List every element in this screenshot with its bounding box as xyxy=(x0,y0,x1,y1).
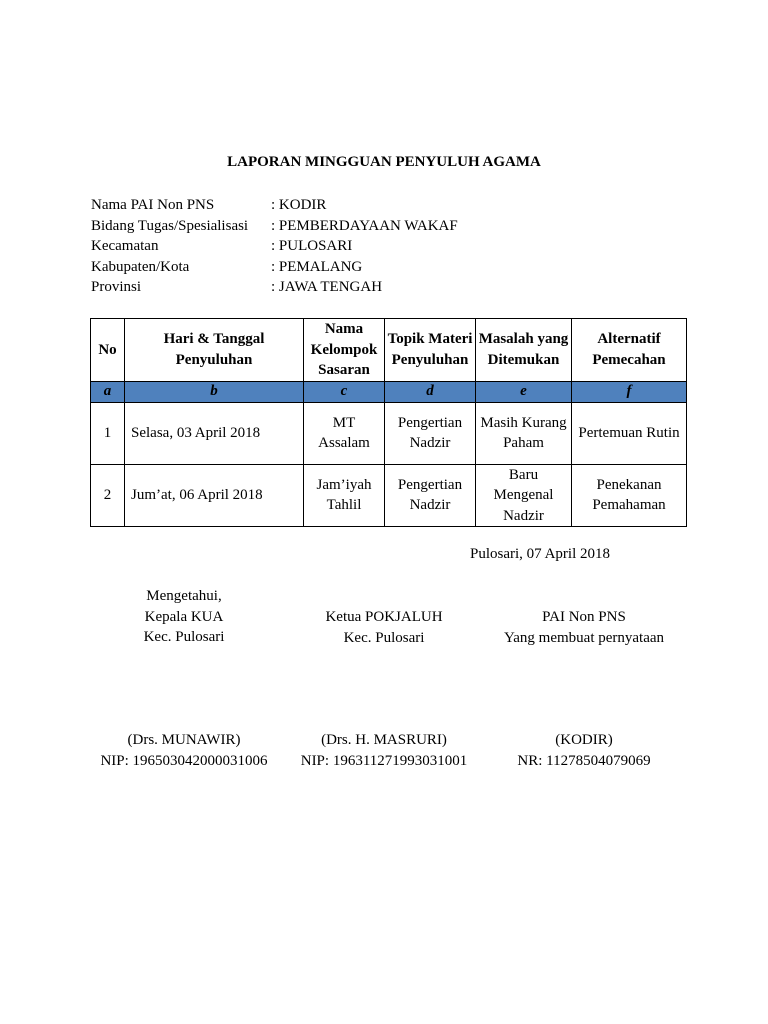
info-row-district xyxy=(91,236,458,257)
document-title: LAPORAN MINGGUAN PENYULUH AGAMA xyxy=(227,154,541,170)
header-topic: Topik Materi Penyuluhan xyxy=(385,319,476,382)
signature-kua-name xyxy=(84,730,284,771)
letter-cell: a xyxy=(91,381,125,402)
info-value: : KODIR xyxy=(271,197,327,213)
letter-row xyxy=(91,381,687,402)
info-value: : PULOSARI xyxy=(271,238,353,254)
info-value: : PEMBERDAYAAN WAKAF xyxy=(271,217,458,234)
signatory-name: (Drs. MUNAWIR) xyxy=(127,732,241,748)
cell-group: MT Assalam xyxy=(304,402,385,464)
info-row-regency xyxy=(91,257,458,278)
cell-solution: Pertemuan Rutin xyxy=(572,402,687,464)
cell-topic: Pengertian Nadzir xyxy=(385,402,476,464)
signatory-id: NIP: 196311271993031001 xyxy=(300,752,468,769)
letter-cell: c xyxy=(304,381,385,402)
table-row xyxy=(91,464,687,527)
letter-cell: e xyxy=(476,381,572,402)
info-label: Nama PAI Non PNS xyxy=(91,197,215,213)
info-row-field xyxy=(91,216,458,237)
letter-cell: b xyxy=(125,381,304,402)
signatory-name: (KODIR) xyxy=(555,732,613,748)
report-table xyxy=(90,318,687,527)
info-row-name xyxy=(91,195,458,216)
info-label: Kecamatan xyxy=(91,238,159,254)
acknowledge-label: Mengetahui, xyxy=(146,588,222,604)
signatory-id: NIP: 196503042000031006 xyxy=(100,752,268,769)
identity-block xyxy=(91,195,458,298)
cell-problem: Masih Kurang Paham xyxy=(476,402,572,464)
header-problem: Masalah yang Ditemukan xyxy=(476,319,572,382)
signatory-name: (Drs. H. MASRURI) xyxy=(321,732,447,748)
cell-problem: Baru Mengenal Nadzir xyxy=(476,464,572,527)
signatory-id: NR: 11278504079069 xyxy=(517,752,651,769)
cell-no: 1 xyxy=(91,402,125,464)
letter-cell: f xyxy=(572,381,687,402)
signature-pai-header xyxy=(484,607,684,648)
header-date: Hari & Tanggal Penyuluhan xyxy=(125,319,304,382)
cell-group: Jam’iyah Tahlil xyxy=(304,464,385,527)
info-row-province xyxy=(91,277,458,298)
signatory-title: Kepala KUA xyxy=(144,608,224,625)
cell-no: 2 xyxy=(91,464,125,527)
table-row xyxy=(91,402,687,464)
cell-solution: Penekanan Pemahaman xyxy=(572,464,687,527)
signatory-office: Kec. Pulosari xyxy=(343,629,425,646)
info-label: Bidang Tugas/Spesialisasi xyxy=(91,217,249,234)
cell-topic: Pengertian Nadzir xyxy=(385,464,476,527)
info-value: : PEMALANG xyxy=(271,258,363,275)
signature-pai-name xyxy=(484,730,684,771)
header-no: No xyxy=(91,319,125,382)
signatory-title: Ketua POKJALUH xyxy=(325,609,443,625)
signature-kua-header xyxy=(84,586,284,648)
info-value: : JAWA TENGAH xyxy=(271,279,383,295)
header-group: Nama Kelompok Sasaran xyxy=(304,319,385,382)
signature-pokjaluh-name xyxy=(284,730,484,771)
signature-pokjaluh-header xyxy=(284,607,484,648)
info-label: Provinsi xyxy=(91,279,142,295)
place-date: Pulosari, 07 April 2018 xyxy=(470,546,611,562)
header-solution: Alternatif Pemecahan xyxy=(572,319,687,382)
header-row xyxy=(91,319,687,382)
signatory-office: Kec. Pulosari xyxy=(143,629,225,645)
info-label: Kabupaten/Kota xyxy=(91,258,190,275)
cell-date: Jum’at, 06 April 2018 xyxy=(125,464,304,527)
signatory-office: Yang membuat pernyataan xyxy=(503,629,665,646)
cell-date: Selasa, 03 April 2018 xyxy=(125,402,304,464)
letter-cell: d xyxy=(385,381,476,402)
signatory-title: PAI Non PNS xyxy=(542,609,626,625)
